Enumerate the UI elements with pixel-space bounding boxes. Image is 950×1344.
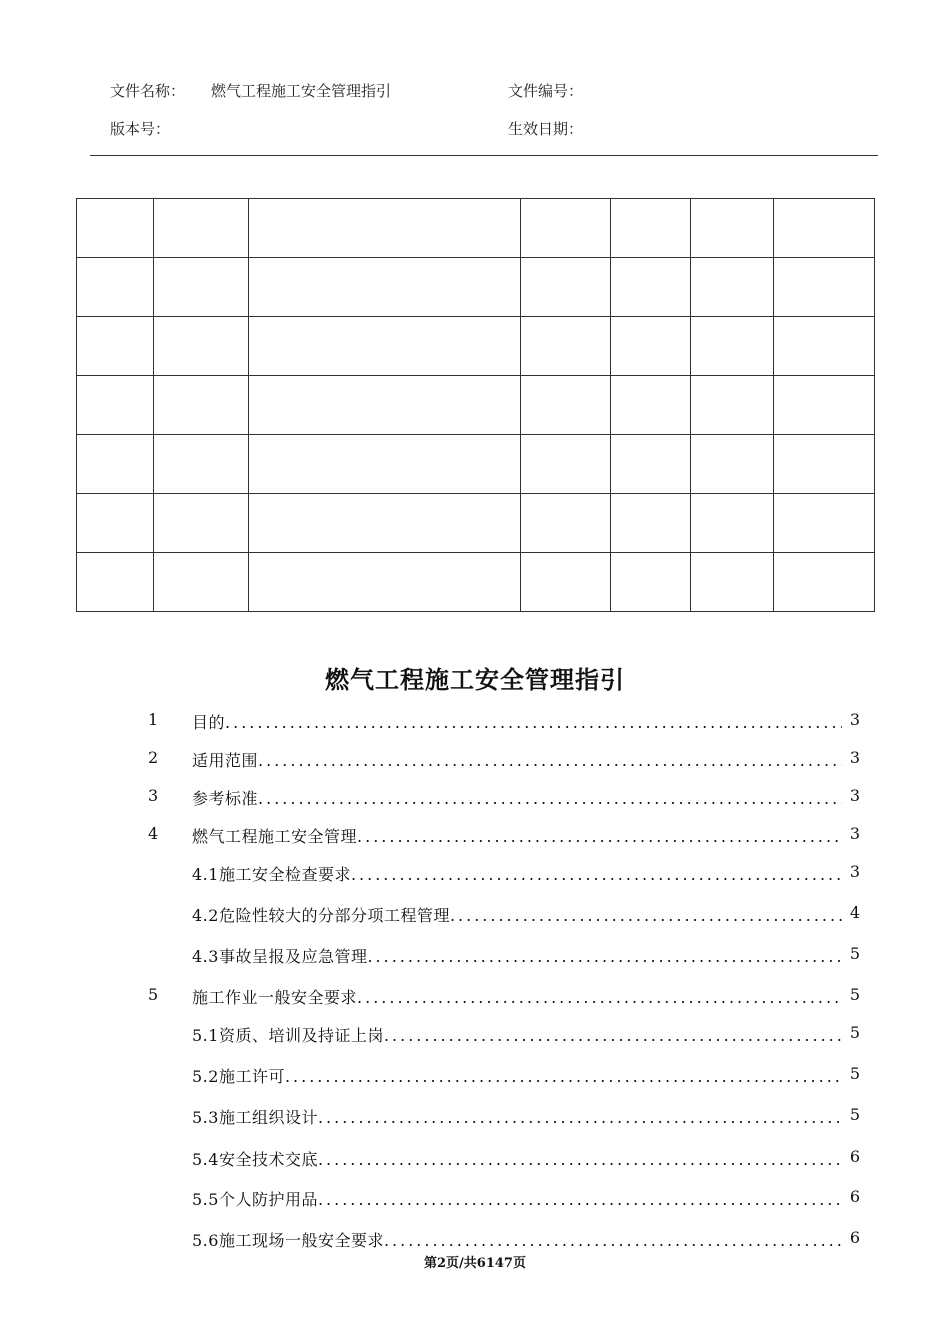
file-no-label: 文件编号： xyxy=(508,82,584,100)
table-cell xyxy=(77,258,154,317)
toc-entry-page: 5 xyxy=(849,1064,860,1083)
table-cell xyxy=(774,317,875,376)
toc-entry-title: 适用范围 ..... xyxy=(192,748,842,771)
toc-entry[interactable] xyxy=(0,710,950,738)
table-cell xyxy=(521,317,611,376)
table-cell xyxy=(691,258,774,317)
table-cell xyxy=(521,258,611,317)
toc-entry-title: 燃气工程施工安全管理 ..... xyxy=(192,824,842,847)
header-divider xyxy=(90,155,878,156)
table-cell xyxy=(521,376,611,435)
table-cell xyxy=(611,199,691,258)
toc-entry[interactable] xyxy=(0,903,950,931)
toc-entry-title: 参考标准 ..... xyxy=(192,786,842,809)
table-row xyxy=(77,258,875,317)
table-cell xyxy=(774,199,875,258)
toc-entry-page: 4 xyxy=(849,903,860,922)
toc-entry-page: 6 xyxy=(849,1147,860,1166)
toc-entry-page: 6 xyxy=(849,1228,860,1247)
toc-entry-title: 5.6施工现场一般安全要求 ..... xyxy=(192,1228,842,1251)
table-cell xyxy=(154,435,249,494)
table-cell xyxy=(611,317,691,376)
toc-entry[interactable] xyxy=(0,985,950,1013)
toc-entry-page: 5 xyxy=(849,985,860,1004)
toc-entry[interactable] xyxy=(0,1147,950,1175)
table-cell xyxy=(77,317,154,376)
table-cell xyxy=(154,376,249,435)
toc-entry-number: 5 xyxy=(148,985,159,1004)
table-cell xyxy=(249,376,521,435)
toc-entry[interactable] xyxy=(0,1187,950,1215)
toc-entry-title: 5.1资质、培训及持证上岗 ..... xyxy=(192,1023,842,1046)
table-cell xyxy=(521,199,611,258)
table-cell xyxy=(691,494,774,553)
table-cell xyxy=(249,553,521,612)
table-cell xyxy=(521,494,611,553)
revision-table xyxy=(76,198,875,612)
toc-entry-page: 5 xyxy=(849,1023,860,1042)
toc-entry[interactable] xyxy=(0,1105,950,1133)
table-cell xyxy=(77,376,154,435)
toc-entry[interactable] xyxy=(0,862,950,890)
table-cell xyxy=(774,376,875,435)
table-cell xyxy=(154,494,249,553)
toc-entry-title: 施工作业一般安全要求 ..... xyxy=(192,985,842,1008)
table-cell xyxy=(249,317,521,376)
toc-entry-page: 3 xyxy=(849,710,860,729)
table-cell xyxy=(521,553,611,612)
toc-entry-title: 4.3事故呈报及应急管理 ..... xyxy=(192,944,842,967)
table-cell xyxy=(611,494,691,553)
toc-entry[interactable] xyxy=(0,824,950,852)
table-cell xyxy=(691,376,774,435)
toc-entry-title: 4.2危险性较大的分部分项工程管理 ..... xyxy=(192,903,842,926)
table-cell xyxy=(611,376,691,435)
toc-entry-title: 5.4安全技术交底 ..... xyxy=(192,1147,842,1170)
table-cell xyxy=(611,553,691,612)
toc-entry[interactable] xyxy=(0,944,950,972)
toc-entry-page: 3 xyxy=(849,824,860,843)
toc-entry[interactable] xyxy=(0,748,950,776)
toc-entry-title: 4.1施工安全检查要求 ..... xyxy=(192,862,842,885)
toc-entry-title: 5.3施工组织设计 ..... xyxy=(192,1105,842,1128)
table-cell xyxy=(77,435,154,494)
toc-entry-page: 6 xyxy=(849,1187,860,1206)
table-cell xyxy=(774,258,875,317)
table-row xyxy=(77,199,875,258)
toc-entry[interactable] xyxy=(0,1023,950,1051)
toc-entry-page: 3 xyxy=(849,862,860,881)
table-cell xyxy=(249,199,521,258)
table-row xyxy=(77,435,875,494)
table-cell xyxy=(154,317,249,376)
toc-entry-number: 4 xyxy=(148,824,159,843)
table-row xyxy=(77,553,875,612)
table-cell xyxy=(611,435,691,494)
table-cell xyxy=(691,199,774,258)
toc-entry[interactable] xyxy=(0,786,950,814)
table-cell xyxy=(774,435,875,494)
table-cell xyxy=(521,435,611,494)
table-cell xyxy=(249,494,521,553)
table-cell xyxy=(154,553,249,612)
toc-entry-title: 5.2施工许可 ..... xyxy=(192,1064,842,1087)
file-name-value: 燃气工程施工安全管理指引 xyxy=(211,82,392,100)
table-row xyxy=(77,376,875,435)
table-row xyxy=(77,494,875,553)
version-label: 版本号： xyxy=(110,120,171,138)
toc-entry-number: 3 xyxy=(148,786,159,805)
toc-entry-page: 5 xyxy=(849,1105,860,1124)
table-cell xyxy=(154,258,249,317)
file-name-label: 文件名称： xyxy=(110,82,186,100)
table-cell xyxy=(691,553,774,612)
toc-entry-page: 3 xyxy=(849,748,860,767)
table-cell xyxy=(774,553,875,612)
page-footer: 第2页/共6147页 xyxy=(424,1256,526,1271)
document-title: 燃气工程施工安全管理指引 xyxy=(325,665,625,694)
table-cell xyxy=(77,199,154,258)
effective-date-label: 生效日期： xyxy=(508,120,584,138)
table-cell xyxy=(774,494,875,553)
table-cell xyxy=(611,258,691,317)
table-cell xyxy=(249,258,521,317)
table-cell xyxy=(77,553,154,612)
toc-entry-page: 3 xyxy=(849,786,860,805)
table-row xyxy=(77,317,875,376)
toc-entry[interactable] xyxy=(0,1064,950,1092)
table-cell xyxy=(691,317,774,376)
toc-entry-page: 5 xyxy=(849,944,860,963)
table-cell xyxy=(691,435,774,494)
toc-entry-title: 目的 ..... xyxy=(192,710,842,733)
toc-entry-number: 1 xyxy=(148,710,159,729)
table-cell xyxy=(154,199,249,258)
toc-entry-title: 5.5个人防护用品 ..... xyxy=(192,1187,842,1210)
table-cell xyxy=(249,435,521,494)
table-cell xyxy=(77,494,154,553)
toc-entry-number: 2 xyxy=(148,748,159,767)
